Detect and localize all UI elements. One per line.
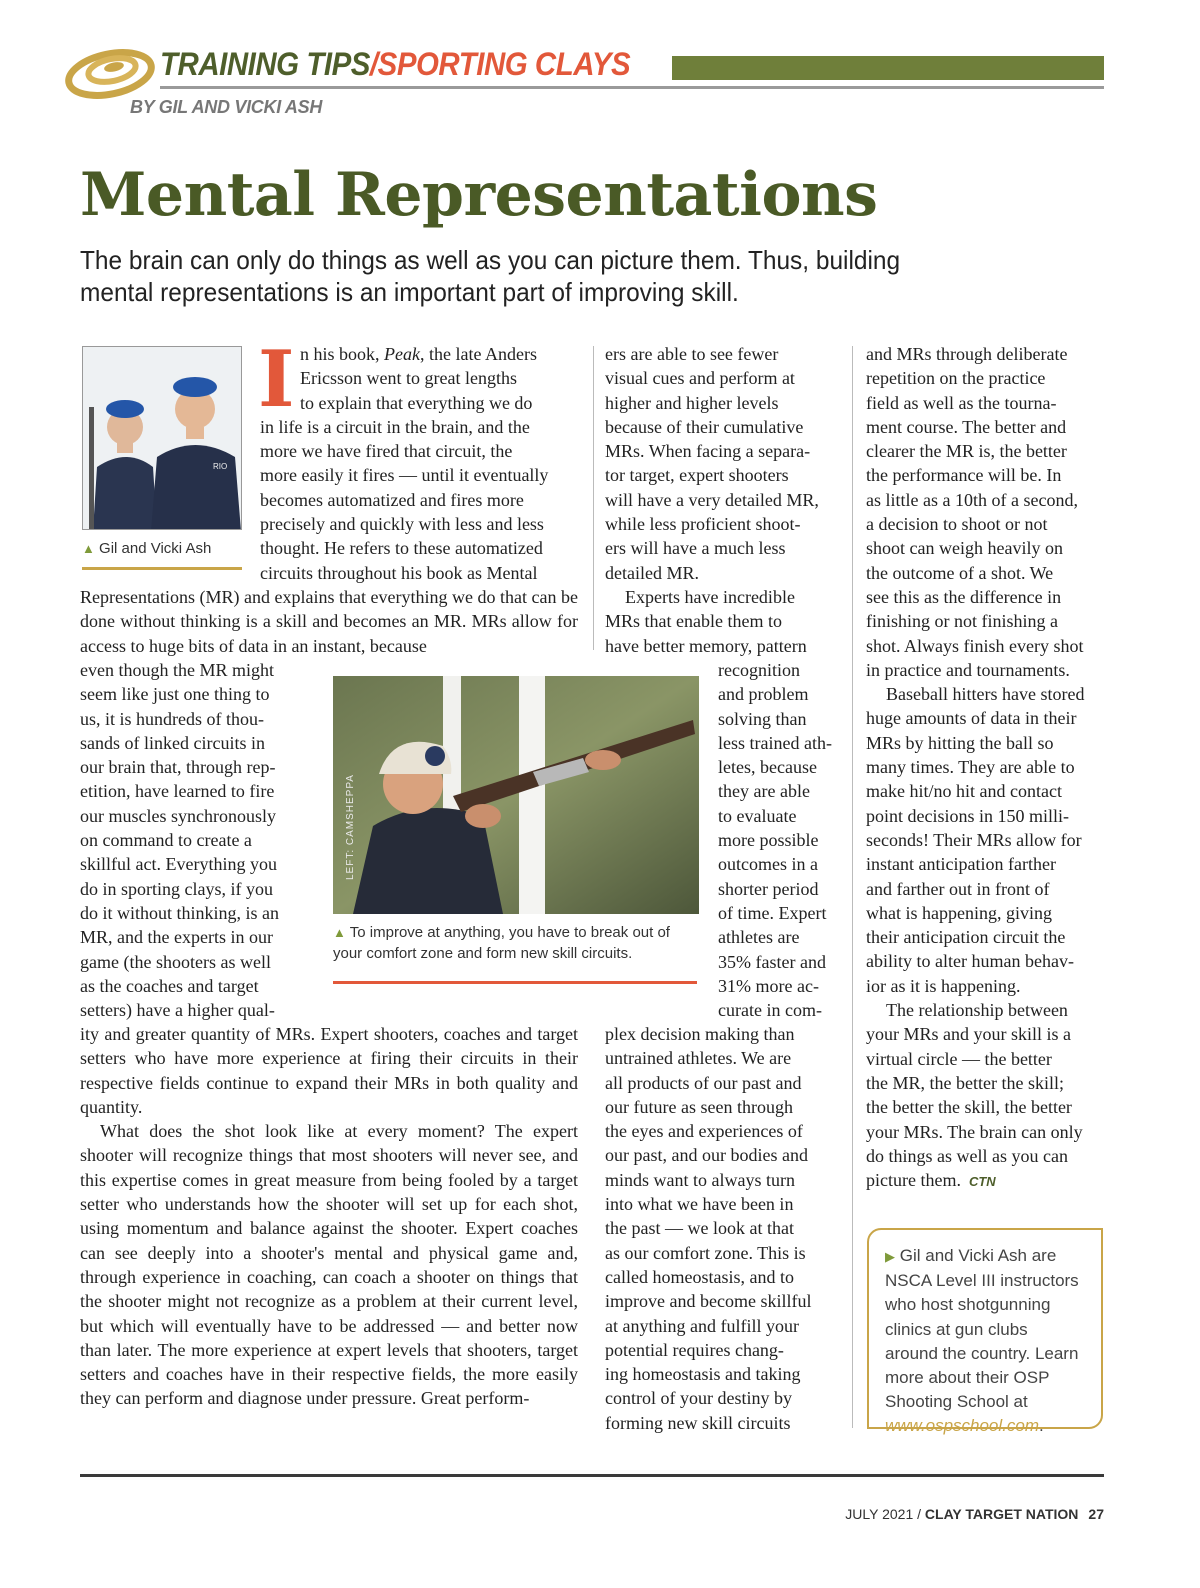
caption-triangle-icon: ▲ [333, 925, 346, 940]
shooter-caption: ▲ To improve at anything, you have to break out of your comfort zone and form new skill circuits. [333, 924, 670, 962]
col1-wide-text: Representations (MR) and explains that everything we do that can be done without thinking is a skill and becomes an MR. MRs allow for access to huge bits of data in an instant, because [80, 587, 578, 656]
col1-top-text: n his book, Peak, the late Anders Ericsson went to great lengths to explain that everything we do in life is a circuit in the brain, and the more we have fired that circuit, the more easily it fires — until it eventually becomes automatized and fires more precisely and quickly with less and less thought. He refers to these automatized circuits throughout his book as Mental [260, 344, 549, 583]
caption-triangle-icon: ▲ [82, 541, 95, 556]
page-number: 27 [1088, 1506, 1104, 1522]
bio-link[interactable]: www.ospschool.com [885, 1416, 1040, 1436]
article-deck: The brain can only do things as well as you can picture them. Thus, building mental representations is an important part of improving skill. [80, 245, 901, 307]
end-mark: CTN [968, 1174, 996, 1190]
col1-bottom-text: ity and greater quantity of MRs. Expert shooters, coaches and target setters who have more experience at firing their circuits in their respective fields continue to expand their MRs in both quality and quantity. What does the shot look like at every moment? The expert shooter will recognize things that most shooters will never see, and this expertise comes in great measure from being fooled by a target setter who understands how the shooter will set up for each shot, using momentum and balance against the shooter. Expert coaches can see deeply into a shooter's mental and physical game and, through experience in coaching, can coach a shooter on things that the shooter might not recognize as a problem at their current level, but which will eventually have to be addressed — and better now than later. The more experience at expert levels that shooters, target setters and coaches have in their respective fields, the more easily they can perform and diagnose under pressure. Great perform- [80, 1024, 578, 1409]
footer-rule [80, 1474, 1104, 1477]
authors-caption: ▲ Gil and Vicki Ash [82, 540, 212, 557]
photo-credit: LEFT: CAMSHEPPA [345, 774, 356, 880]
col2-narrow-text: recognition and problem solving than less trained ath- letes, because they are able to evaluate more possible outcomes in a shorter period of time. Expert athletes are 35% faster and 31% more ac- curate in com- [718, 660, 832, 1021]
page-footer: JULY 2021 / CLAY TARGET NATION 27 [845, 1506, 1104, 1522]
column-divider [852, 346, 853, 1428]
column-divider [593, 346, 594, 650]
header-accent-bar [672, 56, 1104, 80]
clay-target-logo-icon [64, 40, 156, 102]
authors-caption-rule [82, 567, 242, 570]
drop-cap: I [258, 334, 295, 425]
bio-arrow-icon: ▶ [885, 1249, 895, 1264]
col1-narrow-text: even though the MR might seem like just one thing to us, it is hundreds of thou- sands of linked circuits in our brain that, through rep- etition, have learned to fire our muscles synchronously on command to create a skillful act. Everything you do in sporting clays, if you do it without thinking, is an MR, and the experts in our game (the shooters as well as the coaches and target setters) have a higher qual- [80, 660, 280, 1021]
header-rule [160, 86, 1104, 89]
author-bio-box: ▶ Gil and Vicki Ash are NSCA Level III instructors who host shotgunning clinics at gun clubs around the country. Learn more about their OSP Shooting School at www.ospschool.com. [867, 1228, 1103, 1429]
svg-text:RIO: RIO [213, 462, 228, 471]
byline: BY GIL AND VICKI ASH [130, 97, 323, 117]
section-heading: TRAINING TIPS/SPORTING CLAYS [160, 46, 631, 82]
shooter-photo [333, 676, 699, 914]
col3-text: and MRs through deliberate repetition on the practice field as well as the tourna- ment course. The better and clearer the MR is, the better the performance will be. In as little as a 10th of a second, a decision to shoot or not shoot can weigh heavily on the outcome of a shot. We see this as the difference in finishing or not finishing a shot. Always finish every shot in practice and tournaments. Baseball hitters have stored huge amounts of data in their MRs by hitting the ball so many times. They are able to make hit/no hit and contact point decisions in 150 milli- seconds! Their MRs allow for instant anticipation farther and farther out in front of what is happening, giving their anticipation circuit the ability to alter human behav- ior as it is happening. The relationship between your MRs and your skill is a virtual circle — the better the MR, the better the skill; the better the skill, the better your MRs. The brain can only do things as well as you can picture them. CTN [866, 344, 1085, 1191]
authors-photo [82, 346, 242, 530]
col2-bottom-text: plex decision making than untrained athletes. We are all products of our past and our future as seen through the eyes and experiences of our past, and our bodies and minds want to always turn into what we have been in the past — we look at that as our comfort zone. This is called homeostasis, and to improve and become skillful at anything and fulfill your potential requires chang- ing homeostasis and taking control of your destiny by forming new skill circuits [605, 1024, 812, 1433]
article-title: Mental Representations [80, 160, 878, 230]
col2-top-text: ers are able to see fewer visual cues and perform at higher and higher levels because of their cumulative MRs. When facing a separa- tor target, expert shooters will have a very detailed MR, while less proficient shoot- ers will have a much less detailed MR. Experts have incredible MRs that enable them to have better memory, pattern [605, 344, 819, 656]
shooter-caption-rule [333, 981, 697, 984]
